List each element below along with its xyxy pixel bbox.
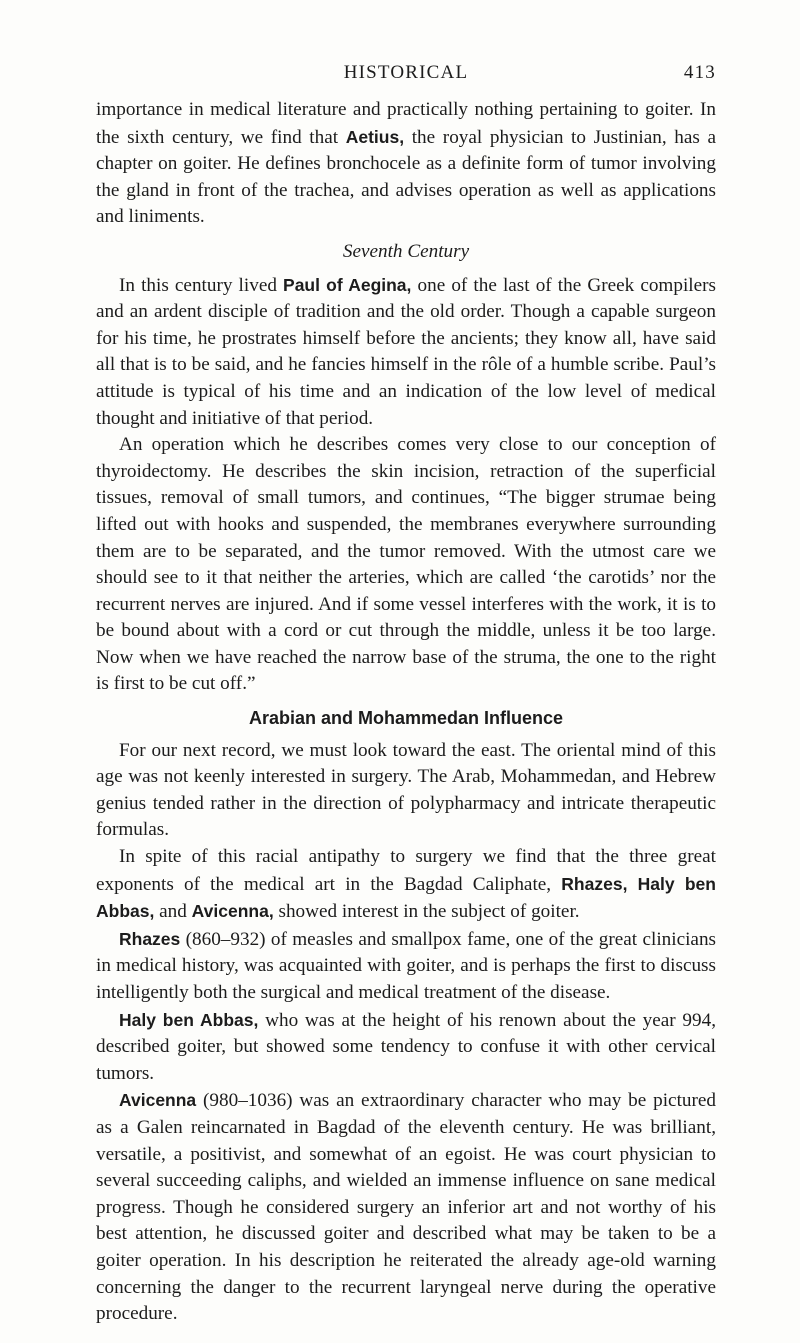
running-head-title: HISTORICAL <box>343 62 469 83</box>
running-head <box>96 62 716 92</box>
page-number: 413 <box>683 62 716 83</box>
paragraph-text: who was at the height of his renown about the year 994, described goiter, but showed some tendency to confuse it with other cervical tumors. <box>96 1009 716 1084</box>
name-haly-ben-abbas: Haly ben Abbas, <box>119 1009 259 1030</box>
body-text <box>96 97 716 1328</box>
paragraph-avicenna <box>96 1087 716 1327</box>
name-paul-of-aegina: Paul of Aegina, <box>283 274 412 295</box>
paragraph-oriental-mind: For our next record, we must look toward the east. The oriental mind of this age was not keenly interested in surgery. The Arab, Mohammedan, and Hebrew genius tended rather in the direction of polypharmacy and intricate therapeutic formulas. <box>96 739 716 841</box>
paragraph-aetius <box>96 97 716 231</box>
paragraph-bagdad-caliphate <box>96 844 716 926</box>
name-rhazes: Rhazes, <box>561 873 628 894</box>
paragraph-text: importance in medical literature and practically nothing pertaining to goiter. In the sixth century, we find that <box>96 99 716 148</box>
paragraph-paul-of-aegina <box>96 272 716 433</box>
paragraph-text: and <box>154 901 192 923</box>
paragraph-text: the royal physician to Justinian, has a chapter on goiter. He defines bronchocele as a definite form of tumor involving the gland in front of the trachea, and advises operation as well as applications and liniments. <box>96 126 716 228</box>
section-heading-seventh-century: Seventh Century <box>342 240 470 262</box>
paragraph-rhazes <box>96 926 716 1007</box>
paragraph-haly-ben-abbas <box>96 1007 716 1088</box>
name-aetius: Aetius, <box>345 126 405 147</box>
paragraph-text: showed interest in the subject of goiter. <box>273 901 580 923</box>
paragraph-text: (860–932) of measles and smallpox fame, one of the great clinicians in medical history, was acquainted with goiter, and is perhaps the first to discuss intelligently both the surgical and medical treatment of the disease. <box>96 928 716 1003</box>
name-rhazes: Rhazes <box>119 928 181 949</box>
paragraph-text: (980–1036) was an extraordinary character who may be pictured as a Galen reincarnated in Bagdad of the eleventh century. He was brilliant, versatile, a positivist, and somewhat of an egoist. He was court physician to several succeeding caliphs, and wielded an immense influence on sane medical progress. Though he considered surgery an inferior art and not worthy of his best attention, he discussed goiter and described what may be taken to be a goiter operation. In his description he reiterated the already age-old warning concerning the danger to the recurrent laryngeal nerve during the operative procedure. <box>96 1090 716 1325</box>
name-haly-ben-abbas: Haly ben Abbas, <box>96 873 716 922</box>
paragraph-text: In this century lived <box>119 274 284 296</box>
paragraph-thyroidectomy: An operation which he describes comes very close to our conception of thyroidectomy. He describes the skin incision, retraction of the superficial tissues, removal of small tumors, and continues, “The bigger strumae being lifted out with hooks and suspended, the membranes everywhere surrounding them are to be separated, and the tumor removed. With the utmost care we should see to it that neither the arteries, which are called ‘the carotids’ nor the recurrent nerves are injured. And if some vessel interferes with the work, it is to be bound about with a cord or cut through the middle, unless it be too large. Now when we have reached the narrow base of the struma, the one to the right is first to be cut off.” <box>96 434 716 695</box>
paragraph-text: In spite of this racial antipathy to surgery we find that the three great exponents of the medical art in the Bagdad Caliphate, <box>96 846 716 895</box>
paragraph-text: one of the last of the Greek compilers and an ardent disciple of tradition and the old order. Though a capable surgeon for his time, he prostrates himself before the ancients; they know all, have said all that is to be said, and he fancies himself in the rôle of a humble scribe. Paul’s attitude is typical of his time and an indication of the low level of medical thought and initiative of that period. <box>96 274 716 429</box>
name-avicenna: Avicenna <box>119 1090 197 1111</box>
name-avicenna: Avicenna, <box>191 901 274 922</box>
section-heading-arabian-influence: Arabian and Mohammedan Influence <box>248 708 564 729</box>
